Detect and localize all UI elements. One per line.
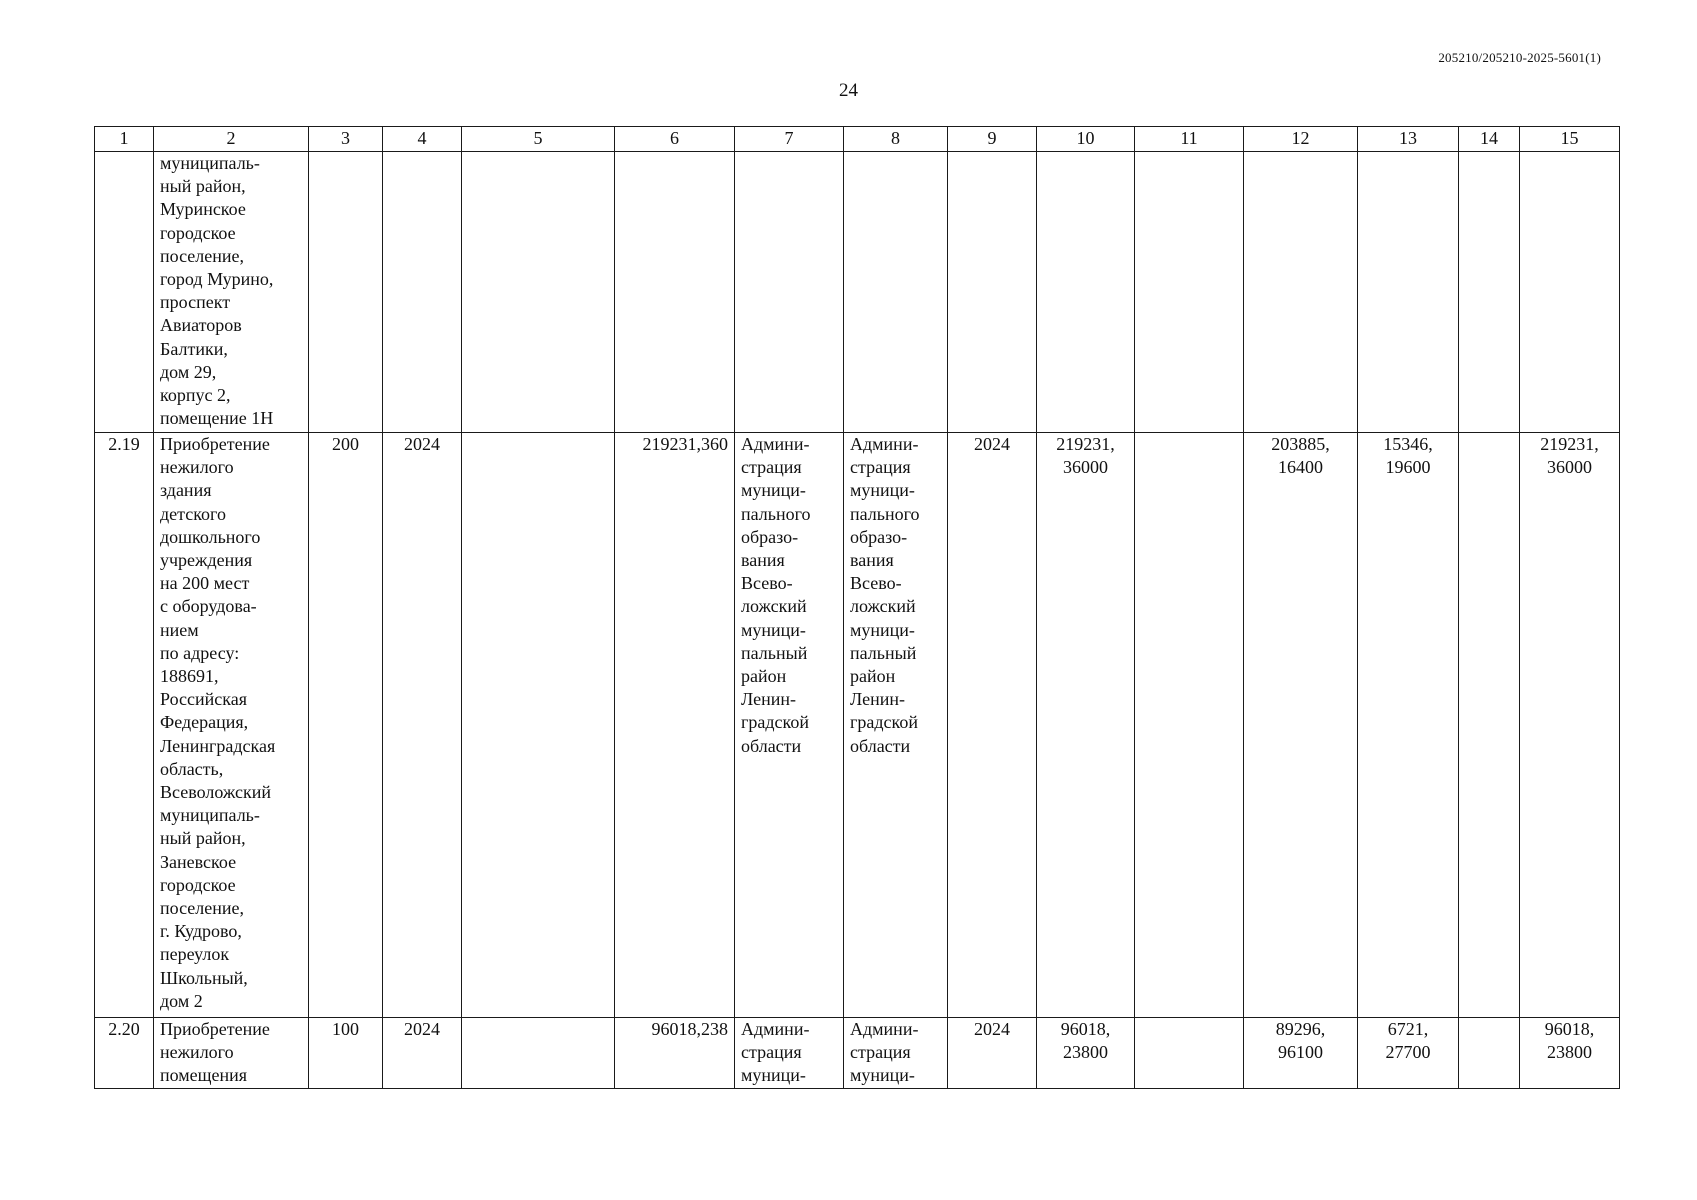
- page-number: 24: [839, 80, 858, 101]
- cell-object-description: Приобретение нежилого здания детского дошкольного учреждения на 200 мест с оборудова- нием по адресу: 188691, Российская Федерация, Ленинградская область, Всеволожский муниципаль- ный район, Заневское городское поселение, г. Кудрово, переулок Школьный, дом 2: [154, 433, 309, 1018]
- col-num-14: 14: [1459, 127, 1520, 152]
- cell-cost: 96018,238: [615, 1018, 735, 1089]
- col-num-7: 7: [735, 127, 844, 152]
- cell-regional: 203885, 16400: [1244, 433, 1358, 1018]
- cell-capacity: 100: [309, 1018, 383, 1089]
- cell-col14: [1459, 1018, 1520, 1089]
- cell-regional: [1244, 152, 1358, 433]
- col-num-1: 1: [95, 127, 154, 152]
- cell-col14: [1459, 433, 1520, 1018]
- cell-index: 2.20: [95, 1018, 154, 1089]
- col-num-2: 2: [154, 127, 309, 152]
- cell-col15: 96018, 23800: [1520, 1018, 1620, 1089]
- cell-col11: [1135, 1018, 1244, 1089]
- cell-finance-year: 2024: [948, 1018, 1037, 1089]
- col-num-5: 5: [462, 127, 615, 152]
- cell-index: [95, 152, 154, 433]
- cell-finance-year: 2024: [948, 433, 1037, 1018]
- cell-local: 6721, 27700: [1358, 1018, 1459, 1089]
- cell-local: [1358, 152, 1459, 433]
- cell-object-description: муниципаль- ный район, Муринское городское поселение, город Мурино, проспект Авиаторов Балтики, дом 29, корпус 2, помещение 1Н: [154, 152, 309, 433]
- cell-year: 2024: [383, 433, 462, 1018]
- col-num-6: 6: [615, 127, 735, 152]
- cell-col11: [1135, 433, 1244, 1018]
- cell-customer: Админи- страция муници-: [735, 1018, 844, 1089]
- cell-developer: Админи- страция муници-: [844, 1018, 948, 1089]
- col-num-12: 12: [1244, 127, 1358, 152]
- col-num-4: 4: [383, 127, 462, 152]
- col-num-11: 11: [1135, 127, 1244, 152]
- cell-col14: [1459, 152, 1520, 433]
- cell-developer: Админи- страция муници- пального образо- вания Всево- ложский муници- пальный район Ленин- градской области: [844, 433, 948, 1018]
- table-row-2-20: [95, 1018, 1620, 1089]
- cell-col5: [462, 433, 615, 1018]
- cell-total: [1037, 152, 1135, 433]
- col-num-9: 9: [948, 127, 1037, 152]
- cell-finance-year: [948, 152, 1037, 433]
- cell-capacity: [309, 152, 383, 433]
- col-num-15: 15: [1520, 127, 1620, 152]
- cell-regional: 89296, 96100: [1244, 1018, 1358, 1089]
- cell-year: [383, 152, 462, 433]
- table-row-2-19: [95, 433, 1620, 1018]
- cell-col11: [1135, 152, 1244, 433]
- cell-col15: [1520, 152, 1620, 433]
- cell-cost: 219231,360: [615, 433, 735, 1018]
- cell-index: 2.19: [95, 433, 154, 1018]
- col-num-10: 10: [1037, 127, 1135, 152]
- data-table: [94, 126, 1620, 1089]
- col-num-13: 13: [1358, 127, 1459, 152]
- cell-total: 96018, 23800: [1037, 1018, 1135, 1089]
- cell-cost: [615, 152, 735, 433]
- cell-col15: 219231, 36000: [1520, 433, 1620, 1018]
- cell-year: 2024: [383, 1018, 462, 1089]
- cell-col5: [462, 1018, 615, 1089]
- table-row-continuation: [95, 152, 1620, 433]
- cell-developer: [844, 152, 948, 433]
- cell-object-description: Приобретение нежилого помещения: [154, 1018, 309, 1089]
- document-id: 205210/205210-2025-5601(1): [1438, 50, 1601, 65]
- cell-capacity: 200: [309, 433, 383, 1018]
- cell-local: 15346, 19600: [1358, 433, 1459, 1018]
- cell-customer: Админи- страция муници- пального образо- вания Всево- ложский муници- пальный район Ленин- градской области: [735, 433, 844, 1018]
- col-num-8: 8: [844, 127, 948, 152]
- cell-col5: [462, 152, 615, 433]
- column-number-row: [95, 127, 1620, 152]
- col-num-3: 3: [309, 127, 383, 152]
- cell-total: 219231, 36000: [1037, 433, 1135, 1018]
- cell-customer: [735, 152, 844, 433]
